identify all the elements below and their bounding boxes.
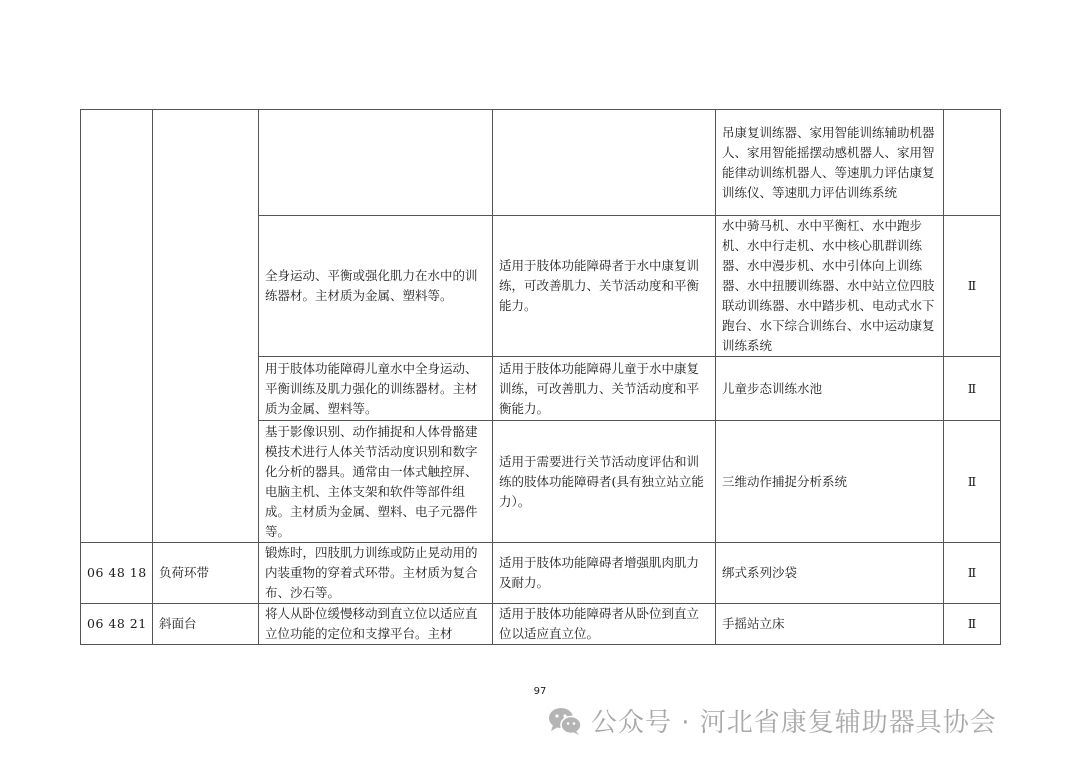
description-cell: 基于影像识别、动作捕捉和人体骨骼建模技术进行人体关节活动度识别和数字化分析的器具。通常由一体式触控屏、电脑主机、主体支架和软件等部件组成。主材质为金属、塑料、电子元器件等。	[259, 421, 493, 543]
class-cell: Ⅱ	[944, 421, 1001, 543]
table-row	[81, 604, 1001, 645]
table-row	[81, 110, 1001, 216]
class-cell: Ⅱ	[944, 604, 1001, 645]
code-cell	[81, 110, 153, 543]
use-cell: 适用于需要进行关节活动度评估和训练的肢体功能障碍者(具有独立站立能力）。	[493, 421, 716, 543]
description-cell: 锻炼时，四肢肌力训练或防止晃动用的内装重物的穿着式环带。主材质为复合布、沙石等。	[259, 543, 493, 604]
use-cell: 适用于肢体功能障碍者增强肌肉肌力及耐力。	[493, 543, 716, 604]
name-cell: 斜面台	[153, 604, 259, 645]
class-cell	[944, 110, 1001, 216]
wechat-icon	[547, 706, 583, 736]
examples-cell: 儿童步态训练水池	[716, 357, 944, 421]
table-row	[81, 543, 1001, 604]
watermark-text: 公众号 · 河北省康复辅助器具协会	[591, 708, 997, 738]
description-cell: 用于肢体功能障碍儿童水中全身运动、平衡训练及肌力强化的训练器材。主材质为金属、塑料等。	[259, 357, 493, 421]
use-cell: 适用于肢体功能障碍者于水中康复训练，可改善肌力、关节活动度和平衡能力。	[493, 216, 716, 357]
class-cell: Ⅱ	[944, 357, 1001, 421]
examples-cell: 三维动作捕捉分析系统	[716, 421, 944, 543]
description-cell	[259, 110, 493, 216]
code-cell: 06 48 21	[81, 604, 153, 645]
page-number: 97	[533, 686, 547, 697]
use-cell: 适用于肢体功能障碍者从卧位到直立位以适应直立位。	[493, 604, 716, 645]
name-cell	[153, 110, 259, 543]
examples-cell: 手摇站立床	[716, 604, 944, 645]
catalog-table	[80, 109, 1001, 645]
use-cell	[493, 110, 716, 216]
name-cell: 负荷环带	[153, 543, 259, 604]
class-cell: Ⅱ	[944, 216, 1001, 357]
examples-cell: 吊康复训练器、家用智能训练辅助机器人、家用智能摇摆动感机器人、家用智能律动训练机器人、等速肌力评估康复训练仪、等速肌力评估训练系统	[716, 110, 944, 216]
description-cell: 将人从卧位缓慢移动到直立位以适应直立位功能的定位和支撑平台。主材	[259, 604, 493, 645]
class-cell: Ⅱ	[944, 543, 1001, 604]
watermark	[547, 702, 997, 739]
examples-cell: 绑式系列沙袋	[716, 543, 944, 604]
use-cell: 适用于肢体功能障碍儿童于水中康复训练，可改善肌力、关节活动度和平衡能力。	[493, 357, 716, 421]
description-cell: 全身运动、平衡或强化肌力在水中的训练器材。主材质为金属、塑料等。	[259, 216, 493, 357]
examples-cell: 水中骑马机、水中平衡杠、水中跑步机、水中行走机、水中核心肌群训练器、水中漫步机、水中引体向上训练器、水中扭腰训练器、水中站立位四肢联动训练器、水中踏步机、电动式水下跑台、水下综合训练台、水中运动康复训练系统	[716, 216, 944, 357]
code-cell: 06 48 18	[81, 543, 153, 604]
